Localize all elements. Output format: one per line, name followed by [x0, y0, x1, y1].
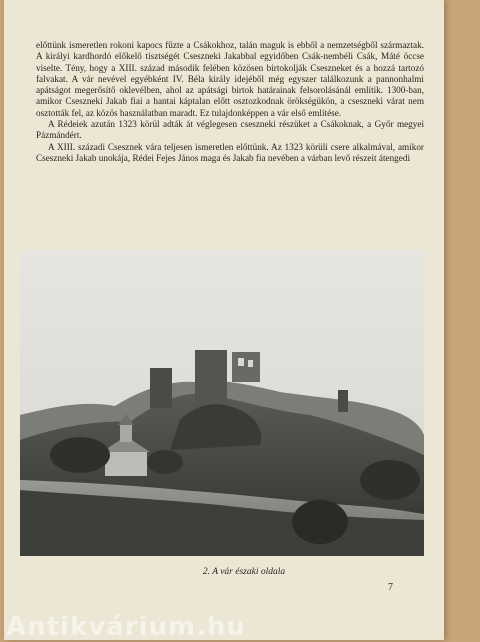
figure-caption: 2. A vár északi oldala — [202, 567, 286, 577]
castle-photograph — [20, 250, 424, 556]
paragraph: A XIII. századi Csesznek vára teljesen ismeretlen előttünk. Az 1323 körüli csere alkalmával, amikor Csesznеki Jakab unokája, Rédei Fejes János maga és Jakab fia nevében a várban levő részeit átengedi — [36, 141, 424, 163]
body-text — [36, 40, 424, 164]
book-page — [4, 0, 444, 640]
page-number: 7 — [388, 582, 393, 593]
paragraph: A Rédeiek azután 1323 körül adták át véglegesen csesznеki részüket a Csákoknak, a Győr megyei Pázmándért. — [36, 119, 424, 141]
watermark: Antikvárium.hu — [6, 612, 246, 642]
paragraph: előttünk ismeretlen rokoni kapocs fűzte a Csákokhoz, talán maguk is ebből a nemzetségből származtak. A királyi kardhordó előkelő tisztségét Csesznеki Jakabbal egyidőben Csák-nembéli Csák, Máté öccse viselte. Tény, hogy a XIII. század második felében közösen birtokolják Csesznеket és a hozzá tartozó falvakat. A vár nevével egyébként IV. Béla király idejéből még egyszer találkozunk a pannonhalmi apátságot megerősítő oklevélben, ahol az apátsági birtok határainak felsorolásánál említik. 1300-ban, amikor Csesznеki Jakab fiai a hantai káptalan előtt osztozkodnak örökségükön, a csesznеki várat nem osztották fel, az közös használatban maradt. Ez tulajdonképpen a vár első említése. — [36, 40, 424, 118]
